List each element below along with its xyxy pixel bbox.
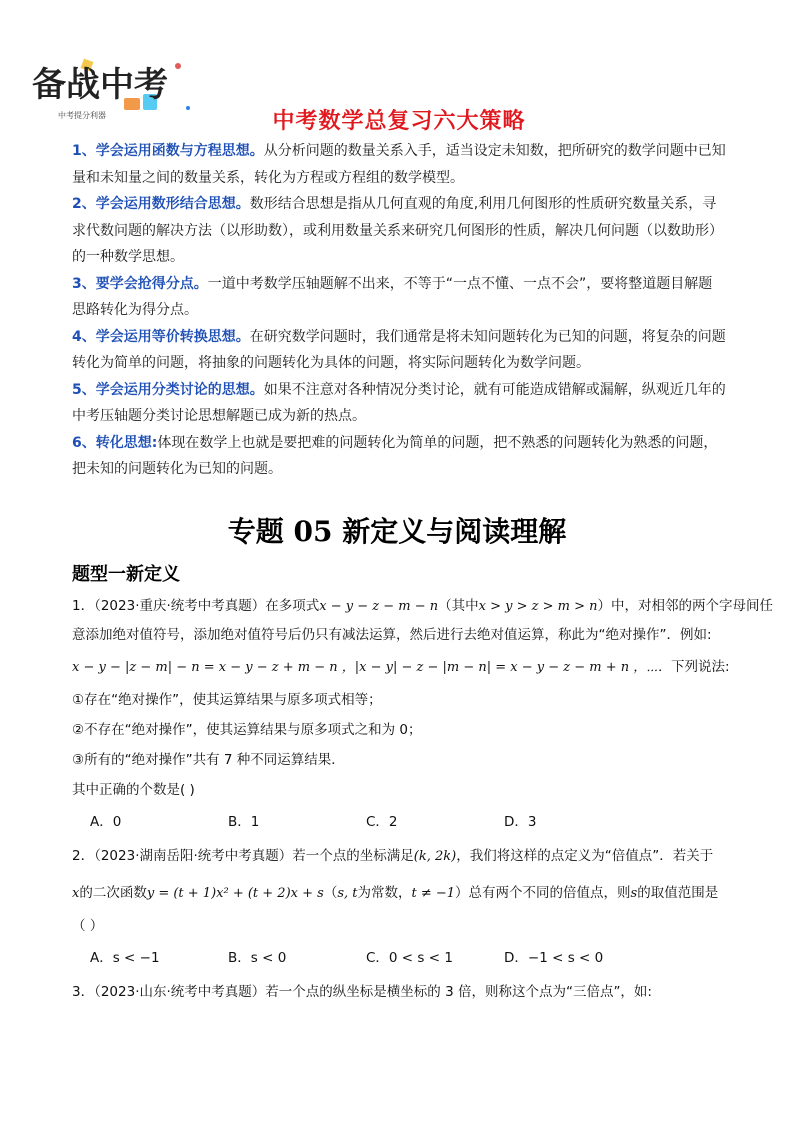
strategy-head: 1、学会运用函数与方程思想。 <box>72 143 264 159</box>
logo-subtext: 中考提分利器 <box>58 111 106 120</box>
strategy-item: 4、学会运用等价转换思想。在研究数学问题时，我们通常是将未知问题转化为已知的问题，将复杂的问题 转化为简单的问题，将抽象的问题转化为具体的问题，将实际问题转化为数学问题。 <box>72 328 726 371</box>
strategy-item: 5、学会运用分类讨论的思想。如果不注意对各种情况分类讨论，就有可能造成错解或漏解，纵观近几年的 中考压轴题分类讨论思想解题已成为新的热点。 <box>72 381 726 424</box>
option-d: D．−1 < s < 0 <box>504 950 604 966</box>
question-3: 3．（2023·山东·统考中考真题）若一个点的纵坐标是横坐标的 3 倍，则称这个点为“三倍点”，如: <box>72 984 652 1000</box>
strategy-head: 4、学会运用等价转换思想。 <box>72 328 250 345</box>
strategy-item: 1、学会运用函数与方程思想。从分析问题的数量关系入手，适当设定未知数，把所研究的数学问题中已知 量和未知量之间的数量关系，转化为方程或方程组的数学模型。 <box>72 143 726 186</box>
question-1: 1．（2023·重庆·统考中考真题）在多项式x − y − z − m − n（其中x > y > z > m > n）中，对相邻的两个字母间任 意添加绝对值符号，添加绝对值符号后仍只有减法运算，然后进行去绝对值运算，称此为“绝对操作”．例如: x − y − |z − m| − n = x − y − z + m − n ，|x − y| − z − |m − n| = x − y − z − m + n ，⋯．下列说法: ①存在“绝对操作”，使其运算结果与原多项式相等； ②不存在“绝对操作”，使其运算结果与原多项式之和为 0； ③所有的“绝对操作”共有 7 种不同运算结果． 其中正确的个数是( ) A．0 B．1 C．2 D．3 <box>72 598 773 830</box>
topic-title: 专题 05 新定义与阅读理解 <box>227 515 567 548</box>
option-c: C．2 <box>366 814 398 830</box>
strategy-item: 3、要学会抢得分点。一道中考数学压轴题解不出来，不等于“一点不懂、一点不会”，要将整道题目解题 思路转化为得分点。 <box>72 275 713 318</box>
strategy-head: 6、转化思想: <box>72 434 158 451</box>
strategy-head: 2、学会运用数形结合思想。 <box>72 196 250 212</box>
question-2: 2．（2023·湖南岳阳·统考中考真题）若一个点的坐标满足(k, 2k)，我们将这样的点定义为“倍值点”．若关于 x的二次函数y = (t + 1)x² + (t + 2)x + s（s, t为常数，t ≠ −1）总有两个不同的倍值点，则s的取值范围是 （ ） A．s < −1 B．s < 0 C．0 < s < 1 D．−1 < s < 0 <box>72 846 732 966</box>
strategy-item: 6、转化思想:体现在数学上也就是要把难的问题转化为简单的问题，把不熟悉的问题转化为熟悉的问题， 把未知的问题转化为已知的问题。 <box>72 434 718 477</box>
option-c: C．0 < s < 1 <box>366 950 453 966</box>
option-b: B．s < 0 <box>228 950 287 966</box>
section-title: 题型一新定义 <box>72 564 180 585</box>
option-d: D．3 <box>504 814 537 830</box>
q1-options <box>72 810 732 830</box>
strategy-head: 5、学会运用分类讨论的思想。 <box>72 381 264 398</box>
q2-options <box>72 946 732 966</box>
main-title: 中考数学总复习六大策略 <box>272 109 526 134</box>
strategy-head: 3、要学会抢得分点。 <box>72 275 208 292</box>
option-b: B．1 <box>228 814 260 830</box>
strategy-item: 2、学会运用数形结合思想。数形结合思想是指从几何直观的角度,利用几何图形的性质研究数量关系，寻 求代数问题的解决方法（以形助数），或利用数量关系来研究几何图形的性质，解决几何问题（以数助形） 的一种数学思想。 <box>72 196 723 265</box>
option-a: A．s < −1 <box>90 950 160 966</box>
logo-text: 备战中考 <box>32 65 168 105</box>
option-a: A．0 <box>90 814 122 830</box>
questions <box>72 596 773 1002</box>
strategies-list <box>72 138 732 483</box>
